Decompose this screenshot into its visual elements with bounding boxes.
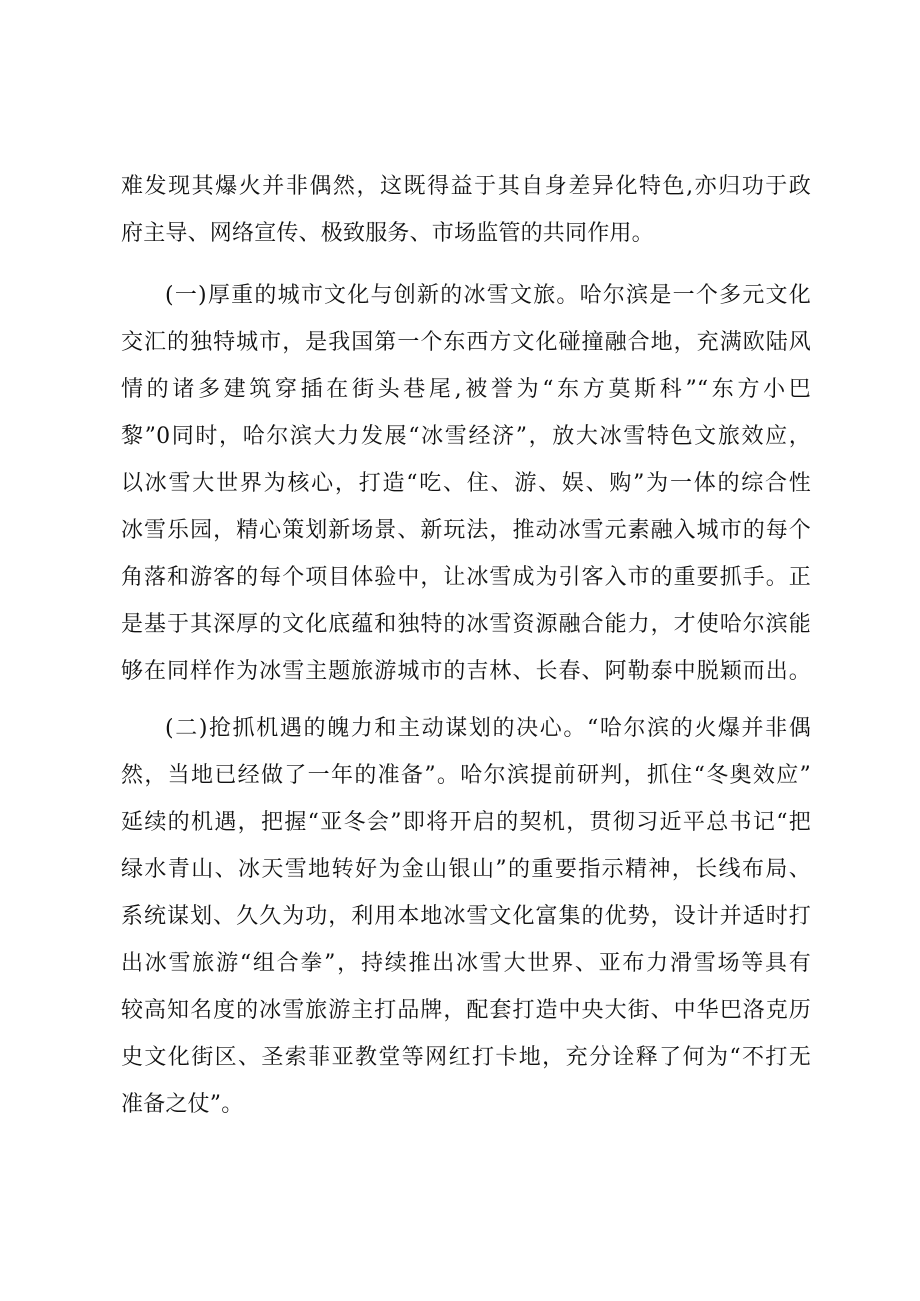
text-line: 绿水青山、冰天雪地转好为金山银山”的重要指示精神，长线布局、	[121, 857, 811, 882]
text-line: 较高知名度的冰雪旅游主打品牌，配套打造中央大街、中华巴洛克历	[121, 998, 811, 1023]
text-line: 然，当地已经做了一年的准备”。哈尔滨提前研判，抓住“冬奥效应”	[121, 763, 811, 788]
paragraph-section-2	[121, 705, 811, 1128]
text-line: 情的诸多建筑穿插在街头巷尾,被誉为“东方莫斯科”“东方小巴	[121, 377, 811, 402]
text-line: 系统谋划、久久为功，利用本地冰雪文化富集的优势，设计并适时打	[121, 904, 811, 929]
paragraph-continuation	[121, 163, 811, 257]
text-line: 是基于其深厚的文化底蕴和独特的冰雪资源融合能力，才使哈尔滨能	[121, 612, 811, 637]
text-line: 黎”0同时，哈尔滨大力发展“冰雪经济”，放大冰雪特色文旅效应，	[121, 424, 811, 449]
text-line: 府主导、网络宣传、极致服务、市场监管的共同作用。	[121, 221, 654, 246]
text-line: 难发现其爆火并非偶然，这既得益于其自身差异化特色,亦归功于政	[121, 174, 811, 199]
text-line: 史文化街区、圣索菲亚教堂等网红打卡地，充分诠释了何为“不打无	[121, 1045, 811, 1070]
text-line: 延续的机遇，把握“亚冬会”即将开启的契机，贯彻习近平总书记“把	[121, 810, 811, 835]
paragraph-section-1	[121, 272, 811, 695]
text-line: 角落和游客的每个项目体验中，让冰雪成为引客入市的重要抓手。正	[121, 565, 811, 590]
text-line: (一)厚重的城市文化与创新的冰雪文旅。哈尔滨是一个多元文化	[165, 283, 811, 308]
text-line: 准备之仗”。	[121, 1092, 244, 1117]
text-line: 以冰雪大世界为核心，打造“吃、住、游、娱、购”为一体的综合性	[121, 471, 811, 496]
text-line: 交汇的独特城市，是我国第一个东西方文化碰撞融合地，充满欧陆风	[121, 330, 811, 355]
text-line: 冰雪乐园，精心策划新场景、新玩法，推动冰雪元素融入城市的每个	[121, 518, 811, 543]
text-line: 出冰雪旅游“组合拳”，持续推出冰雪大世界、亚布力滑雪场等具有	[121, 951, 811, 976]
text-line: 够在同样作为冰雪主题旅游城市的吉林、长春、阿勒泰中脱颖而出。	[121, 659, 811, 684]
text-line: (二)抢抓机遇的魄力和主动谋划的决心。“哈尔滨的火爆并非偶	[165, 716, 811, 741]
